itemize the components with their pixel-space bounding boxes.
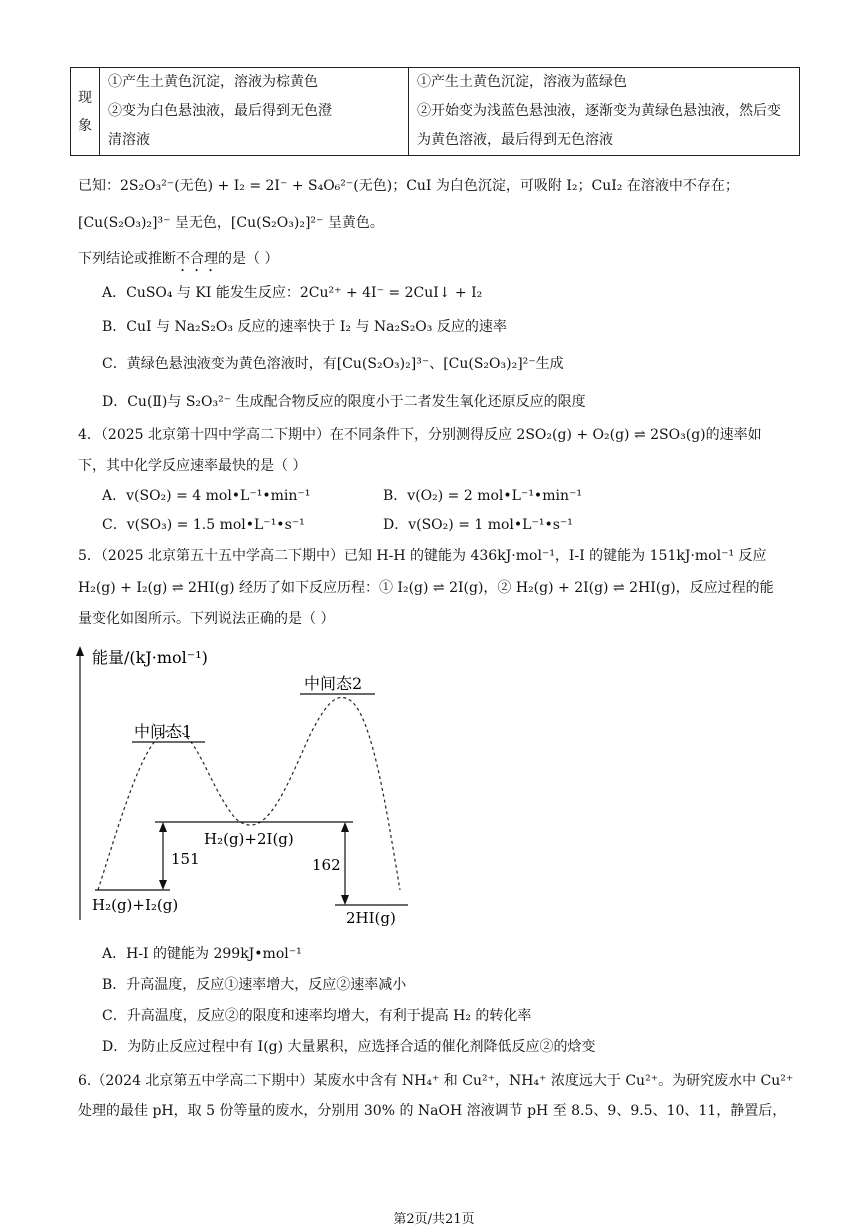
table-right-line: ②开始变为浅蓝色悬浊液，逐渐变为黄绿色悬浊液，然后变 [417,103,781,119]
q5-option-b: B．升高温度，反应①速率增大，反应②速率减小 [102,977,407,993]
q3-option-c: C．黄绿色悬浊液变为黄色溶液时，有[Cu(S₂O₃)₂]³⁻、[Cu(S₂O₃)₂]²⁻生成 [102,356,564,372]
q6-stem-line2: 处理的最佳 pH，取 5 份等量的废水，分别用 30% 的 NaOH 溶液调节 pH 至 8.5、9、9.5、10、11，静置后， [78,1103,787,1119]
table-left-cell [100,68,409,156]
arrow-down-icon [159,880,167,890]
y-axis-label: 能量/(kJ·mol⁻¹) [92,648,208,667]
q3-stem-emphasis: 不合理 [176,251,218,267]
q4-stem-line2: 下，其中化学反应速率最快的是（ ） [78,458,307,474]
value-151: 151 [171,850,200,868]
table-header-text: 现象 [78,89,92,134]
start-label: H₂(g)+I₂(g) [92,896,179,914]
page-number: 第2页/共21页 [393,1212,475,1227]
q3-known-1: 已知：2S₂O₃²⁻(无色) + I₂ = 2I⁻ + S₄O₆²⁻(无色)；CuI 为白色沉淀，可吸附 I₂；CuI₂ 在溶液中不存在； [78,178,739,194]
table-left-line: ①产生土黄色沉淀，溶液为棕黄色 [108,74,318,90]
q3-option-a: A．CuSO₄ 与 KI 能发生反应：2Cu²⁺ + 4I⁻ = 2CuI↓ + I₂ [102,285,483,301]
q3-stem-b: 的是（ ） [218,251,279,267]
table-right-line: 为黄色溶液，最后得到无色溶液 [417,132,613,148]
q3-option-b: B．CuI 与 Na₂S₂O₃ 反应的速率快于 I₂ 与 Na₂S₂O₃ 反应的速率 [102,319,507,335]
arrow-up-icon [341,822,349,832]
q3-option-d: D．Cu(Ⅱ)与 S₂O₃²⁻ 生成配合物反应的限度小于二者发生氧化还原反应的限度 [102,394,586,410]
mid-label: H₂(g)+2I(g) [204,830,294,848]
arrow-down-icon [341,895,349,905]
table-right-cell [409,68,800,156]
q3-known-2: [Cu(S₂O₃)₂]³⁻ 呈无色，[Cu(S₂O₃)₂]²⁻ 呈黄色。 [78,215,384,231]
energy-diagram [70,640,430,930]
y-axis-arrow-icon [76,646,84,656]
q4-option-c: C．v(SO₃) = 1.5 mol•L⁻¹•s⁻¹ [102,517,305,533]
end-label: 2HI(g) [346,909,396,927]
table-right-line: ①产生土黄色沉淀，溶液为蓝绿色 [417,74,627,90]
table-left-line: ②变为白色悬浊液，最后得到无色澄 [108,103,332,119]
q3-stem-a: 下列结论或推断 [78,251,176,267]
q5-option-a: A．H-I 的键能为 299kJ•mol⁻¹ [102,946,302,962]
q5-option-c: C．升高温度，反应②的限度和速率均增大，有利于提高 H₂ 的转化率 [102,1008,532,1024]
value-162: 162 [312,856,341,874]
table-left-line: 清溶液 [108,132,150,148]
ts2-label: 中间态2 [304,674,363,693]
q5-stem-line3: 量变化如图所示。下列说法正确的是（ ） [78,611,335,627]
q5-stem-line1: 5．（2025 北京第五十五中学高二下期中）已知 H-H 的键能为 436kJ·mol⁻¹，I-I 的键能为 151kJ·mol⁻¹ 反应 [78,548,767,564]
q4-option-b: B．v(O₂) = 2 mol•L⁻¹•min⁻¹ [383,488,582,504]
table-header-cell [71,68,100,156]
arrow-up-icon [159,822,167,832]
q5-stem-line2: H₂(g) + I₂(g) ⇌ 2HI(g) 经历了如下反应历程：① I₂(g) ⇌ 2I(g)，② H₂(g) + 2I(g) ⇌ 2HI(g)，反应过程的能 [78,580,774,596]
observation-table [70,67,800,156]
q5-option-d: D．为防止反应过程中有 I(g) 大量累积，应选择合适的催化剂降低反应②的焓变 [102,1039,596,1055]
q4-option-a: A．v(SO₂) = 4 mol•L⁻¹•min⁻¹ [102,488,311,504]
ts1-label: 中间态1 [134,722,193,741]
q3-stem [78,248,278,275]
q4-option-d: D．v(SO₂) = 1 mol•L⁻¹•s⁻¹ [383,517,573,533]
q6-stem-line1: 6.（2024 北京第五中学高二下期中）某废水中含有 NH₄⁺ 和 Cu²⁺，NH₄⁺ 浓度远大于 Cu²⁺。为研究废水中 Cu²⁺ [78,1073,794,1089]
q4-stem-line1: 4．（2025 北京第十四中学高二下期中）在不同条件下，分别测得反应 2SO₂(g) + O₂(g) ⇌ 2SO₃(g)的速率如 [78,427,762,443]
